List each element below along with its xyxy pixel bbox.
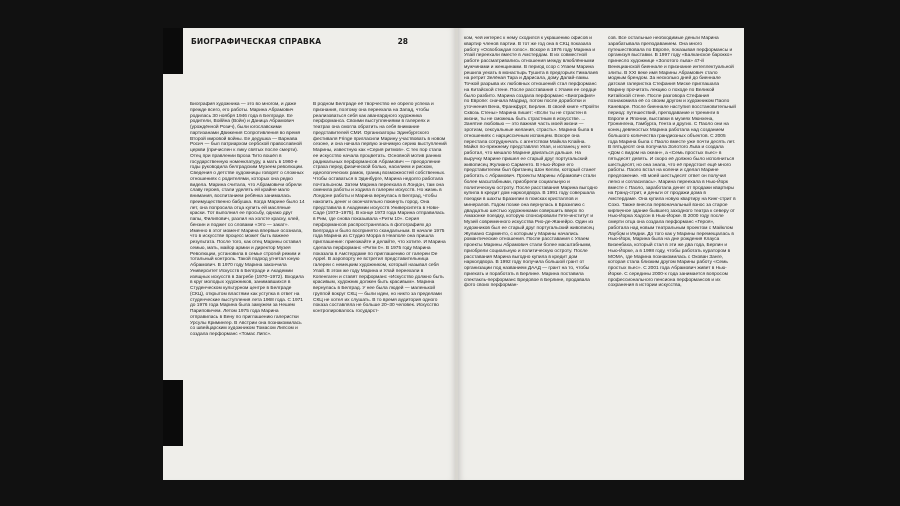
section-title: БИОГРАФИЧЕСКАЯ СПРАВКА xyxy=(191,36,322,46)
paragraph: Биография художника — это во многом, и даже прежде всего, его работы. Марина Абрамович родилась 30 ноября 1946 года в Белграде. Ее родители, Воййна (Войн) и Даница Абрамович (урождённой Розич), были югославскими партизанами Движения Сопротивления во время Второй мировой войны. Ее дедушка — Варнава Росич — был патриархом сербской православной церкви (причислен к лику святых после смерти). Отец при правлении Броза Тито вошёл в государственную номенклатуру, а мать в 1960-е годы руководила белградским Музеем революции. Сведения о детстве художницы говорят о сложных отношениях с родителями, которых она редко видела. Марина считала, что Абрамовичи обрели славу героев, стали уделять ей крайне мало внимания, воспитанием ребёнка занималась преимущественно бабушка. Когда Марине было 14 лет, она попросила отца купить ей масляные краски. Тот выполнил ее просьбу, однако друг папы, Филипович, разлил на холсте краску, клей, бензин и поджег со словами «Это — закат». Именно в этот момент Марина впервые осознала, что в искусстве процесс может быть важнее результата. После того, как отец Марины оставил семью, мать, майор армии и директор Музея Революции, установила в семье строгий режим и тотальный контроль. Такой подход угнетал юную Абрамович. В 1970 году Марина закончила Университет Искусств в Белграде и Академии изящных искусств в Загребе (1970–1972). Входила в круг молодых художников, занимавшихся в Студенческом культурном центре в Белграде (СКЦ), открытом властями как уступка в ответ на студенческие выступления лета 1968 года. С 1971 до 1976 года Марина была замужем за Нешем Париповичем. Летом 1975 года Марина отправилась в Вену по приглашению галеристки Урсулы Кримингер. В Австрии она познакомилась со швейцарским художником Томасом Липсом и создала перформанс «Томас Липс». xyxy=(190,102,305,337)
text-column-3 xyxy=(464,36,600,476)
left-page xyxy=(163,28,456,480)
right-page xyxy=(458,28,744,480)
page-header xyxy=(191,34,448,48)
black-edge-tab-top xyxy=(163,28,183,74)
paragraph: В родном Белграде её творчество не обрело успеха и признания, поэтому она переехала на Запад, чтобы реализоваться себя как авангардного художника перформанса. Своими выступлениями в галереях и театрах она смогла обратить на себя внимание представителей СМИ. Организаторы Эдинбургского фестиваля Fringe пригласили Марину участвовать в новом сезоне, и она начала первую значимую серию выступлений Марины, известную как «Серия ритмов». С тех пор стала ее искусство начала процветать. Основной мотив ранних радикальных перформансов Абрамович — преодоление страха перед физической болью, насилием и риском, идеологических рамок, границ возможностей собственных. Чтобы оставаться в Эдинбурге, Марина недолго работала почтальоном. Затем Марина переехала в Лондон, там она сменила работы и ходила в галереи искусств. Но жизнь в Лондоне работы и Марина вернулась в Белград, чтобы накопить денег и окончательно покинуть город. Она представила в Академии искусств Университета в Нови-Саде (1973–1975). В конце 1973 года Марина отправилась в Рим, где снова показывала «Ритм 10». Серия перформансов распространялась в фотографиях до Белграда и было воспринято скандальным. В начале 1975 года Марина из Студио Морра в Неаполе она пришла приглашение: приезжайте и делайте, что хотите. И Марина сделала перформанс «Ритм 0». В 1975 году Марина показала в Амстердаме по приглашению от галереи De Appel. В аэропорту ее встретил представительница галереи с немецким художником, который называл себя Улай. В этом же году Марина и Улай переехали в Копенгаген и ставят перформанс «Искусство должно быть красивым, художник должен быть красивым». Марина вернулась в Белград. У нее была людей — маленькой группой вокруг СКЦ — были идеи, но никто за пределами СКЦ не хотел их слушать. В то время аудитория одного показа составляла не больше 20–30 человек. Искусство контролировалось государст- xyxy=(313,102,447,314)
black-edge-tab-bottom xyxy=(163,380,183,446)
page-number: 28 xyxy=(397,36,408,46)
text-column-2 xyxy=(313,102,447,474)
paragraph: ком, чей интерес к нему сходился к украшению офисов и квартир членов партии. В тот же год она в СКЦ показала работу «Освобождая голос». Вскоре в 1976 году Марина и Улай переехали вместе в Амстердам. В их совместной работе рассматривались отношения между влюблёнными мужчинами и женщинами. В период ссор с Улаем Марина решила уехать в монастырь Тушита в предгорьях Гималаев на ретрит Зелёная Тара и Дарисала, дому Далай-ламы. Точкой разрыва их любовных отношений стал перформанс на Китайской стене. После расставания с Улаем ее сердце было разбито. Марина создала перформанс «Биография» по Европе: сначала Мадрид, потом после доработки и уточнения Вена, Франкфурт, Берлин. В своей книге «Пройти Сквозь Стены» Марина пишет: «Если ты не страстен в жизни, ты не сможешь быть страстным в искусстве. ... Занятие любовью — это важная часть моей жизни — эротизм, сексуальные желания, страсть». Марина была в отношениях с нарциссичным испанцем. Вскоре она перестала сотрудничать с агентством Майкла Клайна. Майкл по-прежнему представлял Улая, и испанец у него работал, что мешало Марине двигаться дальше. На выручку Марине пришел ее старый друг португальский живописец Жулиано Сарменто. В Нью-Йорке его представителем был британец Шон Келли, который станет работать с Абрамович. Проекты Марины Абрамович стали более масштабными, приобрели социальную и политическую остроту. После расставания Марина выгодно купила в кредит дом нарколдвора. В 1991 году совершала поездки в шахты Бразилии в поисках кристаллов и минералов. Годом позже она вернулась в Бразилию с двадцатью шестью художниками совершить вверх по Амазонке поездку, которую спонсировали Гете-институт и Музей современного искусства Рио-де-Жанейро. Один из художников был ее старый друг португальский живописец Жулиано Сарменто, с которым у Марины начались романтические отношения. После расставания с Улаем проекты Марины Абрамович стали более масштабными, приобрели социальную и политическую остроту. После расставания Марина выгодно купила в кредит дом нарколдвора. В 1992 году получила большой грант от организации под названием ДААД — грант на то, чтобы приехать и поработать в Берлине. Марина поставила спектакль-перформанс Бредовое в Берлине, продавала фото своих перформан- xyxy=(464,36,599,289)
paragraph: сов. Все остальные необходимые деньги Марина зарабатывала преподаванием. Она много путешествовала по Европе, показывая перформансы и организуя выставки. В 1997 году «Балканское барокко» принесло художнице «Золотого льва» 47-й Венецианской биеннале и признание интеллектуальной элиты. В XXI веке имя Марины Абрамович стало модным брендом. За несколько дней до биеннале датская галеристка Стефания Миске приглашала Марину прочитать лекцию о походе по Великой Китайской стене. После разговора Стефания познакомила её со своим другом и художником Паоло Каневаре. После биеннале наступил восстановительный период: путешествий, преподавание и тренинги в Европе и Японии, выставки в музеях Мюнхена, Гронингена, Гамбурга, Гента и других. С Паоло они на конец девяностых Марина работала над созданием большого количества грандиозных объектов. С 2005 года Марина была с Паоло вместе уже почти десять лет. В пятьдесят она получила Золотого Льва и создала «Дом с видом на океан», а «Семь простых пьес» в пятьдесят девять. И скоро её должно было исполниться шестьдесят, но она знала, что её предстоит ещё много работы. Паоло встал на колени и сделал Марине предложение. «В моей шестьдесят ответ он получил легко и согласилась». Марина переехала в Нью-Йорк вместе с Паоло, заработала денег от продажи квартиры на Гранд-стрит, и деньги от продажи дома в Амстердаме. Она купила новую квартиру на Кинг-стрит в Сохо. Также внесла первоначальный взнос за старое кирпичное здание бывшего заходного театра к северу от Нью-Йорка Хадсон в Нью-Йорке. В 2000 году после смерти отца она создала перформанс «Героя», работала над новым театральным проектом с Майклом Лаубом и Индии. До того как у Марины перемещалась в Нью-Йорк, Марина была на дне рождения Клауса Бизенбаха, который стал в эти же два года, Берлин и Нью-Йорке, а в 1998 году, чтобы работать куратором в МОМА, где Марина познакомилась с Окован Занге, которая стала близким другом Марины работу «Семь простых пьес». С 2001 года Абрамович живет в Нью-Йорке. С середины 2000-х года занимается вопросом профессионального пенсиона перформансов и их сохранения в истории искусства, xyxy=(608,36,736,289)
text-column-1 xyxy=(190,102,306,474)
text-column-4 xyxy=(608,36,736,476)
